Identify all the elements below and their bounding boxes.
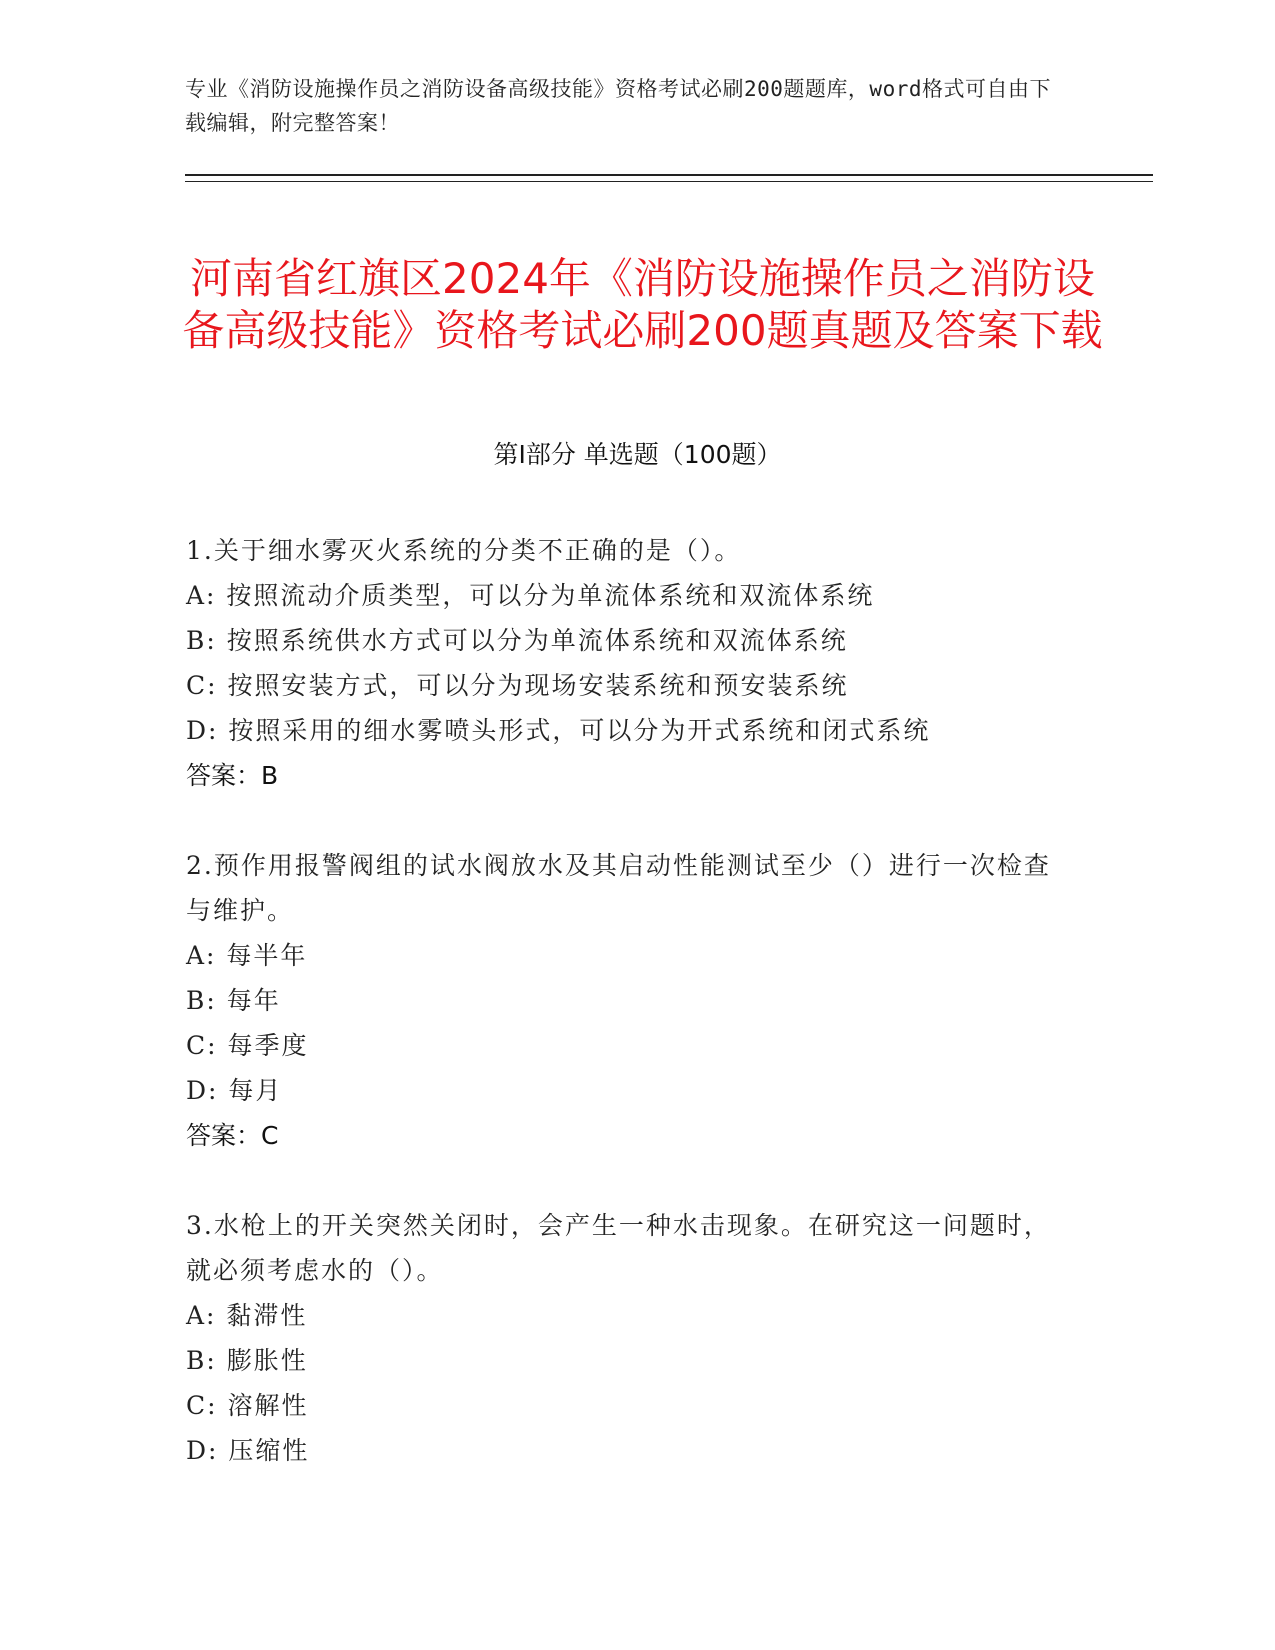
option-d: D: 按照采用的细水雾喷头形式，可以分为开式系统和闭式系统 — [186, 716, 931, 745]
option-b: B: 膨胀性 — [186, 1346, 308, 1375]
option-d: D: 每月 — [186, 1076, 283, 1105]
header-rule-thick — [185, 174, 1153, 176]
answer: 答案：C — [186, 1121, 279, 1150]
question-stem: 3.水枪上的开关突然关闭时，会产生一种水击现象。在研究这一问题时，就必须考虑水的（）。 — [186, 1211, 1051, 1285]
answer: 答案：B — [186, 761, 279, 790]
option-a: A: 黏滞性 — [186, 1301, 308, 1330]
document-title: 河南省红旗区2024年《消防设施操作员之消防设备高级技能》资格考试必刷200题真题及答案下载 — [182, 254, 1103, 356]
question-list — [186, 528, 1066, 1518]
option-c: C: 每季度 — [186, 1031, 309, 1060]
option-b: B: 每年 — [186, 986, 281, 1015]
question-3 — [186, 1203, 1066, 1473]
question-1 — [186, 528, 1066, 798]
header-rule-thin — [185, 181, 1153, 182]
option-a: A: 每半年 — [186, 941, 308, 970]
option-c: C: 按照安装方式，可以分为现场安装系统和预安装系统 — [186, 671, 849, 700]
option-d: D: 压缩性 — [186, 1436, 310, 1465]
section-heading: 第Ⅰ部分 单选题（100题） — [493, 440, 782, 469]
option-b: B: 按照系统供水方式可以分为单流体系统和双流体系统 — [186, 626, 848, 655]
header-note: 专业《消防设施操作员之消防设备高级技能》资格考试必刷200题题库，word格式可自由下载编辑，附完整答案！ — [185, 77, 1051, 135]
option-a: A: 按照流动介质类型，可以分为单流体系统和双流体系统 — [186, 581, 875, 610]
question-2 — [186, 843, 1066, 1158]
option-c: C: 溶解性 — [186, 1391, 309, 1420]
question-stem: 2.预作用报警阀组的试水阀放水及其启动性能测试至少（）进行一次检查与维护。 — [186, 851, 1051, 925]
question-stem: 1.关于细水雾灭火系统的分类不正确的是（）。 — [186, 536, 742, 565]
